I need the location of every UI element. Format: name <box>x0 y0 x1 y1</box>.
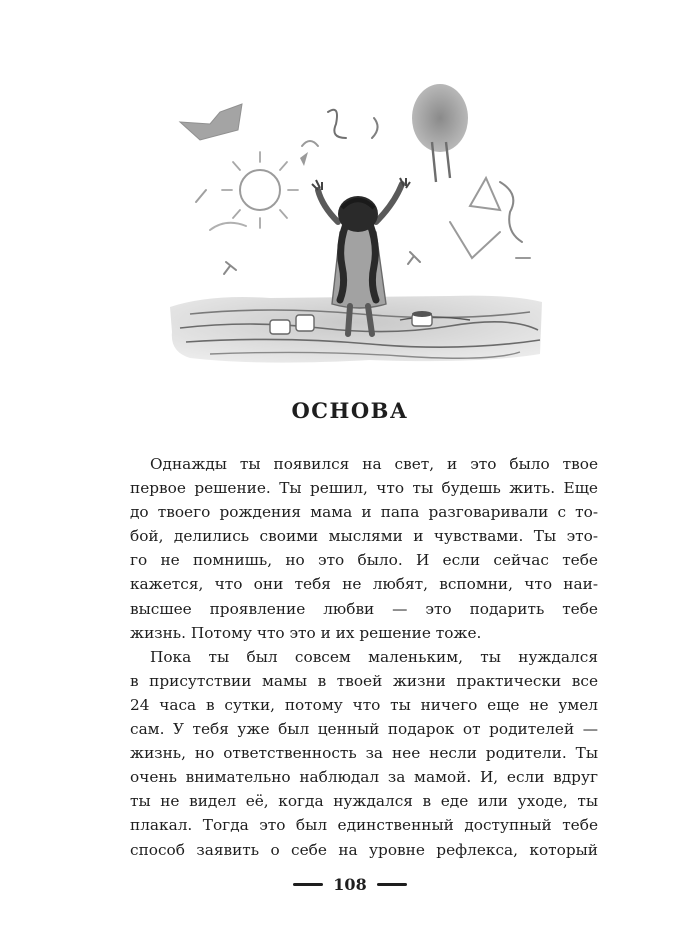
page-number <box>0 875 700 894</box>
page-number-left-dash <box>293 883 323 886</box>
text-line: жизнь. Потому что это и их решение тоже. <box>130 623 482 642</box>
text-line: сам. У тебя уже был ценный подарок от родителей — <box>130 720 598 739</box>
text-line: кажется, что они тебя не любят, вспомни, что наи- <box>130 575 598 594</box>
text-line: способ заявить о себе на уровне рефлекса, который <box>130 840 598 859</box>
text-line: первое решение. Ты решил, что ты будешь жить. Еще <box>130 479 598 498</box>
page-number-right-dash <box>377 883 407 886</box>
text-line: до твоего рождения мама и папа разговаривали с то- <box>130 503 598 522</box>
text-line: в присутствии мамы в твоей жизни практически все <box>130 671 598 690</box>
text-line: плакал. Тогда это был единственный доступный тебе <box>130 816 598 835</box>
text-line: жизнь, но ответственность за нее несли родители. Ты <box>130 744 598 763</box>
text-line: ты не видел её, когда нуждался в еде или уходе, ты <box>130 792 598 811</box>
text-line: го не помнишь, но это было. И если сейчас тебе <box>130 551 598 570</box>
body-text <box>130 452 598 862</box>
chapter-title: ОСНОВА <box>291 398 409 423</box>
text-line: 24 часа в сутки, потому что ты ничего еще не умел <box>130 695 598 714</box>
text-line: Пока ты был совсем маленьким, ты нуждался <box>150 647 598 666</box>
text-line: Однажды ты появился на свет, и это было твое <box>150 455 598 473</box>
tree-drawing <box>412 84 468 182</box>
chapter-illustration <box>150 82 550 382</box>
text-line: бой, делились своими мыслями и чувствами. Ты это- <box>130 527 598 546</box>
page-number-text: 108 <box>333 875 367 894</box>
text-line: очень внимательно наблюдал за мамой. И, если вдруг <box>130 768 598 787</box>
text-line: высшее проявление любви — это подарить тебе <box>130 599 598 618</box>
